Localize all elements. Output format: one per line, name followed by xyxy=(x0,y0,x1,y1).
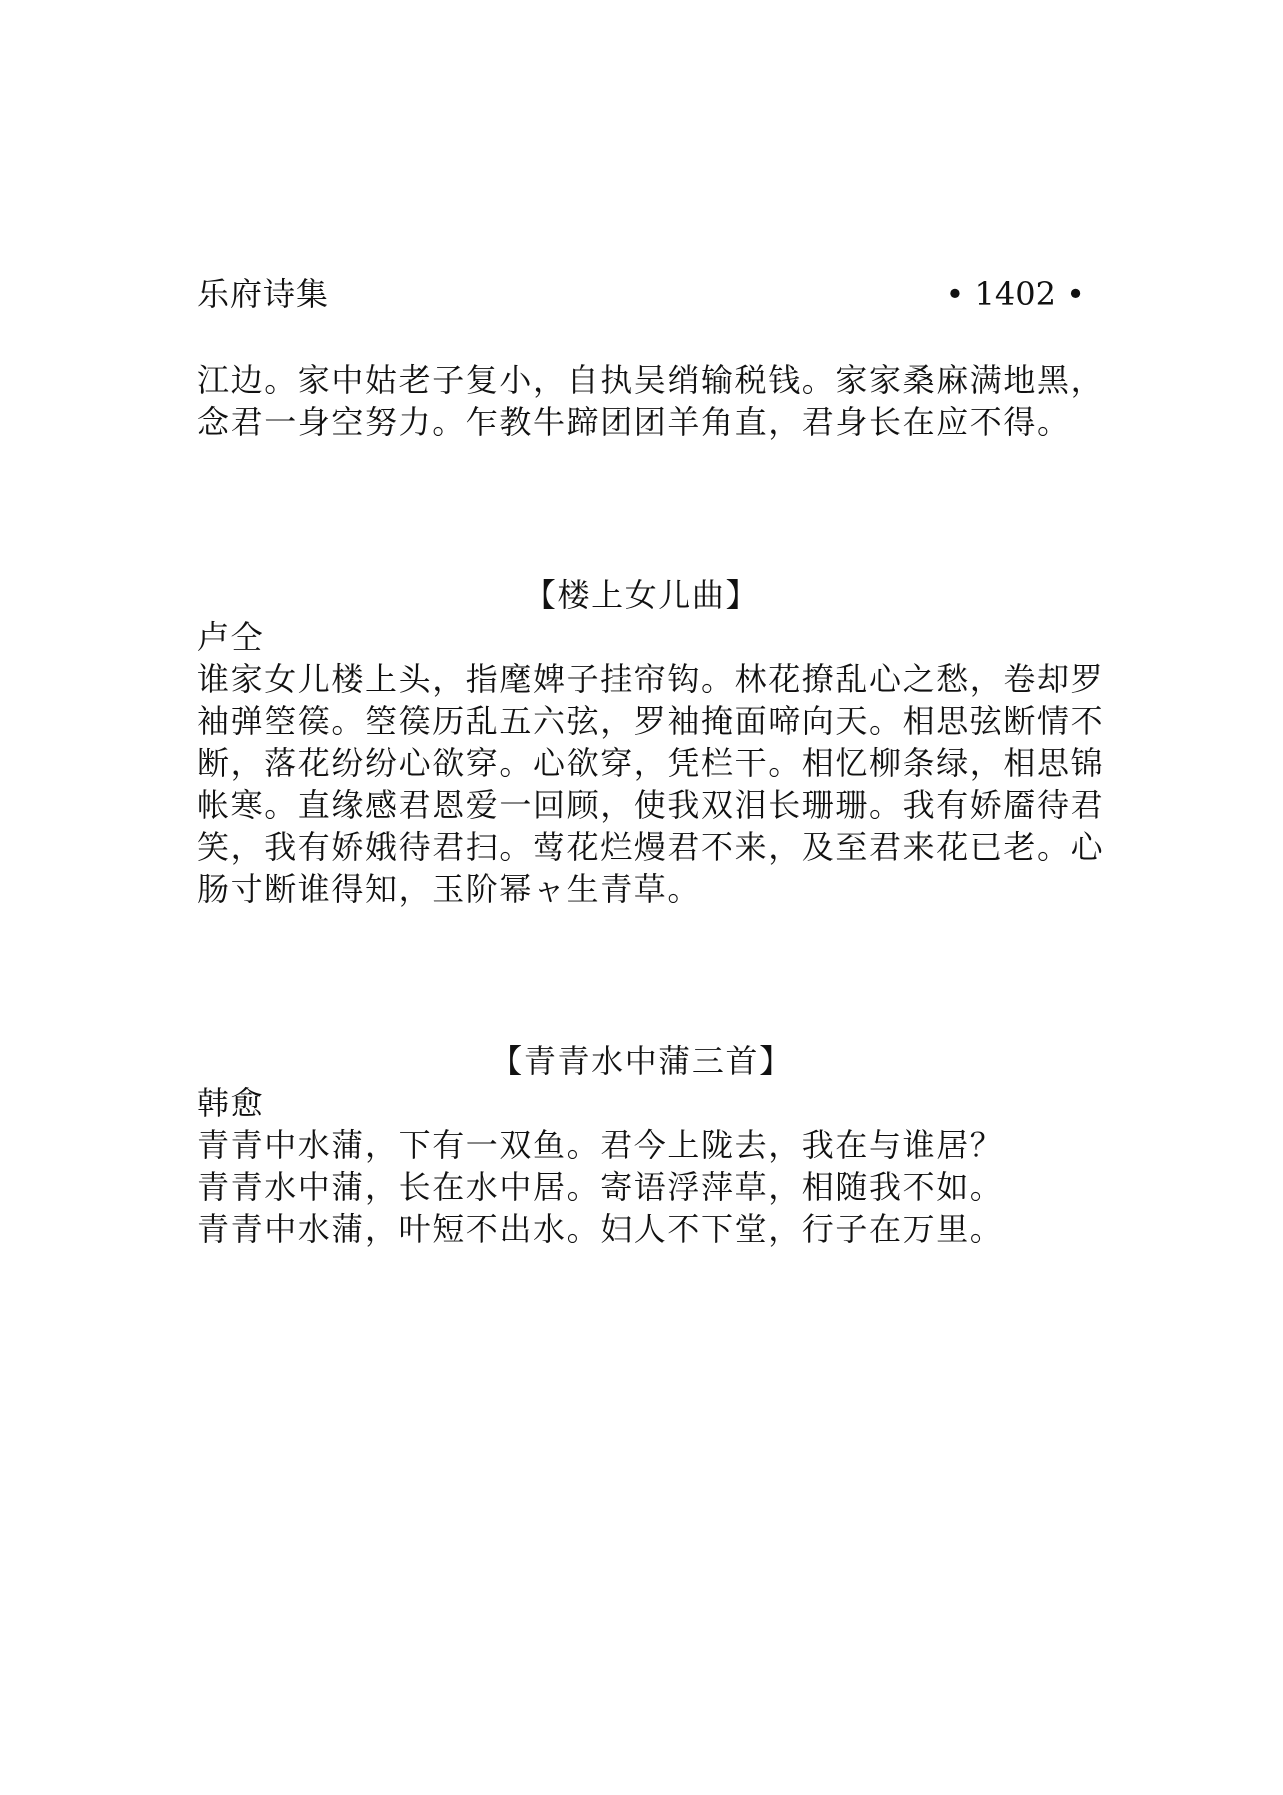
poem-body xyxy=(197,1124,1097,1250)
poem-line: 笑，我有娇娥待君扫。莺花烂熳君不来，及至君来花已老。心 xyxy=(197,828,1105,866)
text-line: 江边。家中姑老子复小，自执吴绡输税钱。家家桑麻满地黑， xyxy=(197,361,1105,399)
poem-line: 青青中水蒲，下有一双鱼。君今上陇去，我在与谁居？ xyxy=(197,1126,1004,1164)
poem-line: 断，落花纷纷心欲穿。心欲穿，凭栏干。相忆柳条绿，相思锦 xyxy=(197,744,1105,782)
section-author: 韩愈 xyxy=(197,1084,265,1122)
page-header xyxy=(197,270,1085,318)
poem-line: 肠寸断谁得知，玉阶幂ャ生青草。 xyxy=(197,870,702,908)
poem-line: 青青中水蒲，叶短不出水。妇人不下堂，行子在万里。 xyxy=(197,1210,1004,1248)
book-title: 乐府诗集 xyxy=(197,275,330,313)
poem-body xyxy=(197,658,1105,910)
page-number: • 1402 • xyxy=(945,275,1085,313)
text-line: 念君一身空努力。乍教牛蹄团团羊角直，君身长在应不得。 xyxy=(197,403,1071,441)
section-title: 【青青水中蒲三首】 xyxy=(490,1042,793,1080)
intro-paragraph xyxy=(197,359,1105,443)
poem-line: 谁家女儿楼上头，指麾婢子挂帘钩。林花撩乱心之愁，卷却罗 xyxy=(197,660,1105,698)
poem-line: 青青水中蒲，长在水中居。寄语浮萍草，相随我不如。 xyxy=(197,1168,1004,1206)
section-author: 卢仝 xyxy=(197,618,265,656)
poem-line: 帐寒。直缘感君恩爱一回顾，使我双泪长珊珊。我有娇靥待君 xyxy=(197,786,1105,824)
poem-line: 袖弹箜篌。箜篌历乱五六弦，罗袖掩面啼向天。相思弦断情不 xyxy=(197,702,1105,740)
section-title: 【楼上女儿曲】 xyxy=(523,576,760,614)
